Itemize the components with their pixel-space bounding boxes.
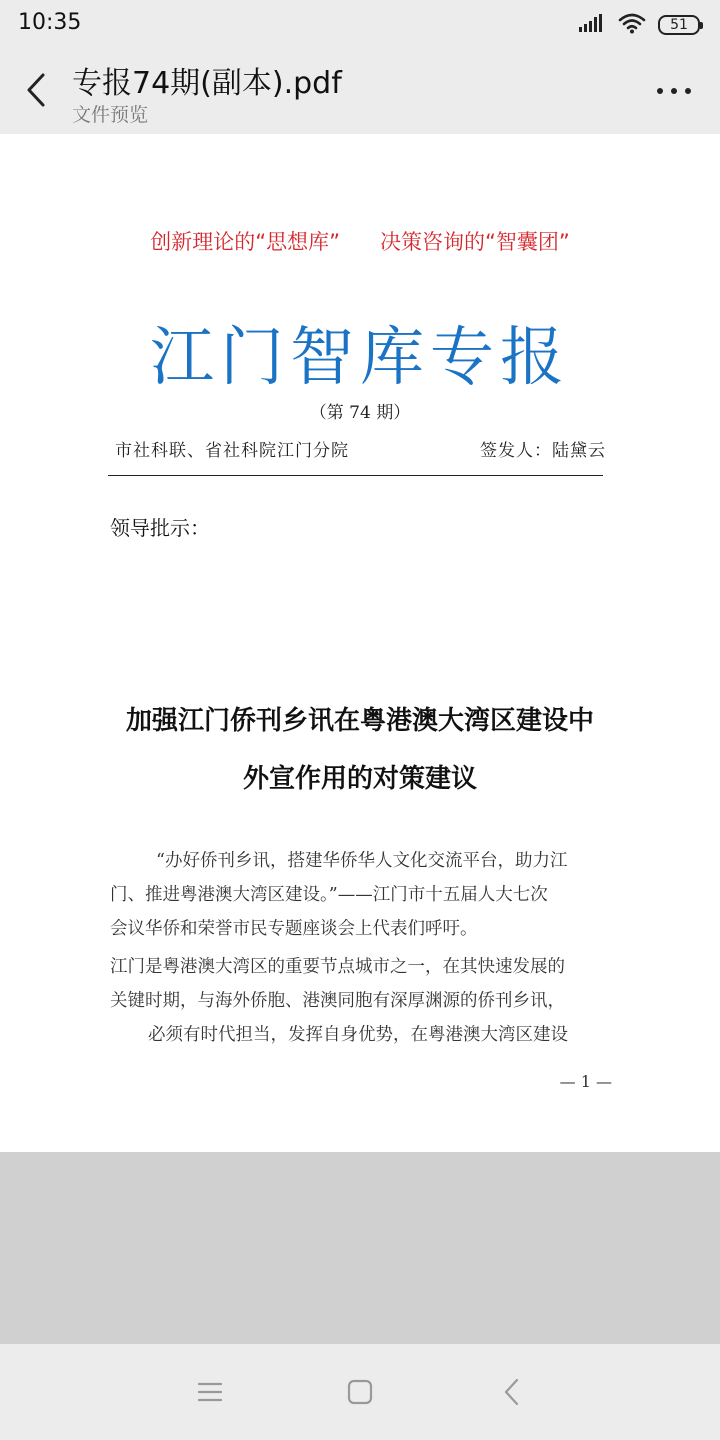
battery-level: 51	[670, 17, 688, 33]
home-button[interactable]	[342, 1374, 378, 1410]
menu-icon	[197, 1381, 223, 1403]
paragraph-line: 会议华侨和荣誉市民专题座谈会上代表们呼吁。	[110, 919, 478, 939]
organization: 市社科联、省社科院江门分院	[115, 441, 349, 461]
more-options-button[interactable]	[652, 76, 696, 106]
status-bar	[0, 0, 720, 50]
pdf-page[interactable]	[0, 134, 720, 1152]
signer: 签发人：陆黛云	[480, 441, 606, 461]
leader-instruction-label: 领导批示：	[110, 516, 210, 540]
paragraph-line: 门、推进粤港澳大湾区建设。”——江门市十五届人大七次	[110, 885, 548, 905]
file-title: 专报74期(副本).pdf	[72, 66, 342, 101]
more-dots-icon	[656, 87, 692, 95]
status-time: 10:35	[18, 10, 82, 35]
menu-button[interactable]	[192, 1374, 228, 1410]
slogan: 创新理论的“思想库” 决策咨询的“智囊团”	[150, 230, 570, 254]
viewer-background	[0, 1152, 720, 1344]
back-icon	[503, 1378, 521, 1406]
file-subtitle: 文件预览	[72, 104, 149, 126]
publication-title: 江门智库专报	[150, 321, 570, 395]
article-title-line: 加强江门侨刊乡讯在粤港澳大湾区建设中	[125, 706, 594, 736]
system-back-button[interactable]	[494, 1374, 530, 1410]
paragraph-line: 必须有时代担当，发挥自身优势，在粤港澳大湾区建设	[148, 1025, 568, 1045]
article-title-line: 外宣作用的对策建议	[242, 764, 477, 794]
header-divider	[108, 475, 603, 476]
wifi-icon	[618, 12, 646, 38]
chevron-left-icon	[25, 72, 47, 108]
back-button[interactable]	[16, 68, 56, 112]
paragraph-line: 关键时期，与海外侨胞、港澳同胞有深厚渊源的侨刊乡讯，	[110, 991, 565, 1011]
status-icons	[578, 12, 700, 38]
home-square-icon	[347, 1379, 373, 1405]
signal-icon	[578, 13, 606, 37]
page-number: — 1 —	[559, 1072, 612, 1091]
paragraph-line: 江门是粤港澳大湾区的重要节点城市之一，在其快速发展的	[110, 957, 565, 977]
system-nav-bar	[0, 1344, 720, 1440]
title-bar	[0, 50, 720, 134]
issue-number: （第 74 期）	[309, 403, 411, 423]
battery-icon	[658, 15, 700, 35]
paragraph-line: “办好侨刊乡讯，搭建华侨华人文化交流平台，助力江	[156, 851, 568, 871]
